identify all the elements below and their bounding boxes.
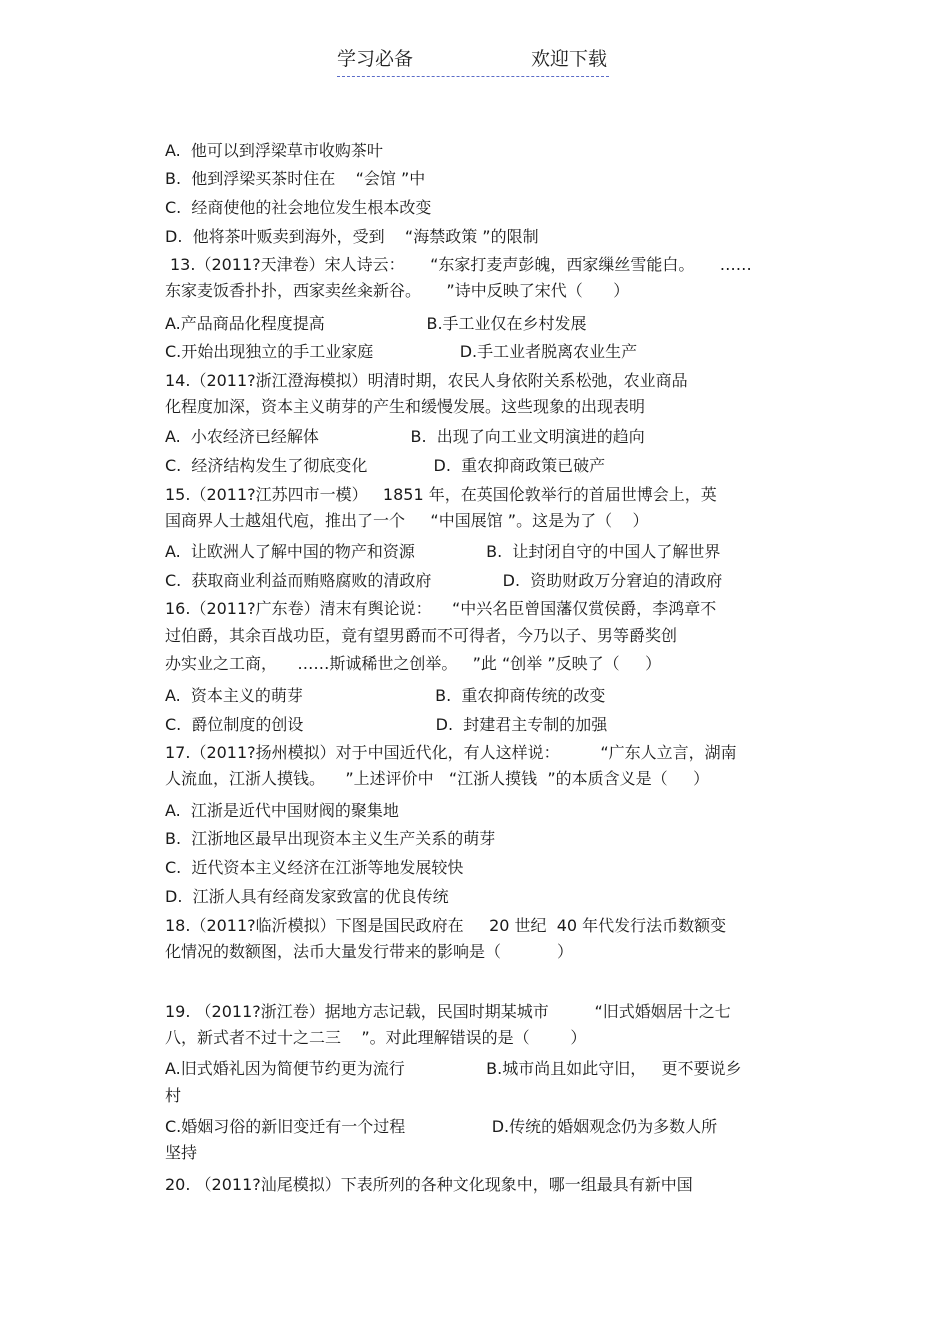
text-line: D. 他将茶叶贩卖到海外，受到 “海禁政策 ”的限制 — [165, 227, 539, 246]
text-line: C. 近代资本主义经济在江浙等地发展较快 — [165, 858, 464, 877]
text-line: A. 小农经济已经解体 B. 出现了向工业文明演进的趋向 — [165, 427, 645, 446]
text-line: D. 江浙人具有经商发家致富的优良传统 — [165, 887, 449, 906]
text-line: 办实业之工商， ……斯诚稀世之创举。 ”此 “创举 ”反映了（ ） — [165, 654, 662, 673]
text-line: B. 他到浮梁买茶时住在 “会馆 ”中 — [165, 169, 426, 188]
text-line: 20. （2011?汕尾模拟）下表所列的各种文化现象中，哪一组最具有新中国 — [165, 1175, 693, 1194]
text-line: C. 经商使他的社会地位发生根本改变 — [165, 198, 432, 217]
text-line: 国商界人士越俎代庖，推出了一个 “中国展馆 ”。这是为了（ ） — [165, 511, 649, 530]
text-line: C. 经济结构发生了彻底变化 D. 重农抑商政策已破产 — [165, 456, 606, 475]
text-line: 八，新式者不过十之二三 ”。对此理解错误的是（ ） — [165, 1028, 587, 1047]
text-line: A. 资本主义的萌芽 B. 重农抑商传统的改变 — [165, 686, 606, 705]
text-line: C. 获取商业利益而贿赂腐败的清政府 D. 资助财政万分窘迫的清政府 — [165, 571, 723, 590]
text-line: 16.（2011?广东卷）清末有舆论说： “中兴名臣曾国藩仅赏侯爵，李鸿章不 — [165, 599, 717, 618]
text-line: C. 爵位制度的创设 D. 封建君主专制的加强 — [165, 715, 608, 734]
text-line: 14.（2011?浙江澄海模拟）明清时期，农民人身依附关系松弛，农业商品 — [165, 371, 688, 390]
page-header — [337, 46, 609, 77]
text-line: 过伯爵，其余百战功臣，竟有望男爵而不可得者，今乃以子、男等爵奖创 — [165, 626, 678, 645]
text-line: 人流血，江浙人摸钱。 ”上述评价中 “江浙人摸钱 ”的本质含义是（ ） — [165, 769, 710, 788]
text-line: A. 他可以到浮梁草市收购茶叶 — [165, 141, 383, 160]
text-line: 村 — [165, 1086, 182, 1105]
text-line: 19. （2011?浙江卷）据地方志记载，民国时期某城市 “旧式婚姻居十之七 — [165, 1002, 731, 1021]
text-line: A. 让欧洲人了解中国的物产和资源 B. 让封闭自守的中国人了解世界 — [165, 542, 721, 561]
text-line: 15.（2011?江苏四市一模） 1851 年，在英国伦敦举行的首届世博会上，英 — [165, 485, 717, 504]
text-line: 化程度加深，资本主义萌芽的产生和缓慢发展。这些现象的出现表明 — [165, 397, 646, 416]
text-line: B. 江浙地区最早出现资本主义生产关系的萌芽 — [165, 829, 496, 848]
text-line: 17.（2011?扬州模拟）对于中国近代化，有人这样说： “广东人立言，湖南 — [165, 743, 737, 762]
text-line: A.产品商品化程度提高 B.手工业仅在乡村发展 — [165, 314, 587, 333]
text-line: C.婚姻习俗的新旧变迁有一个过程 D.传统的婚姻观念仍为多数人所 — [165, 1117, 718, 1136]
header-right-text: 欢迎下载 — [530, 48, 607, 70]
text-line: 18.（2011?临沂模拟）下图是国民政府在 20 世纪 40 年代发行法币数额变 — [165, 916, 727, 935]
text-line: C.开始出现独立的手工业家庭 D.手工业者脱离农业生产 — [165, 342, 638, 361]
text-line: A.旧式婚礼因为简便节约更为流行 B.城市尚且如此守旧， 更不要说乡 — [165, 1059, 742, 1078]
header-left-text: 学习必备 — [337, 48, 414, 70]
text-line: 东家麦饭香扑扑，西家卖丝籴新谷。 ”诗中反映了宋代（ ） — [165, 281, 630, 300]
text-line: 化情况的数额图，法币大量发行带来的影响是（ ） — [165, 942, 573, 961]
text-line: 13.（2011?天津卷）宋人诗云： “东家打麦声彭魄，西家缫丝雪能白。 …… — [170, 255, 752, 274]
text-line: A. 江浙是近代中国财阀的聚集地 — [165, 801, 399, 820]
text-line: 坚持 — [165, 1143, 198, 1162]
